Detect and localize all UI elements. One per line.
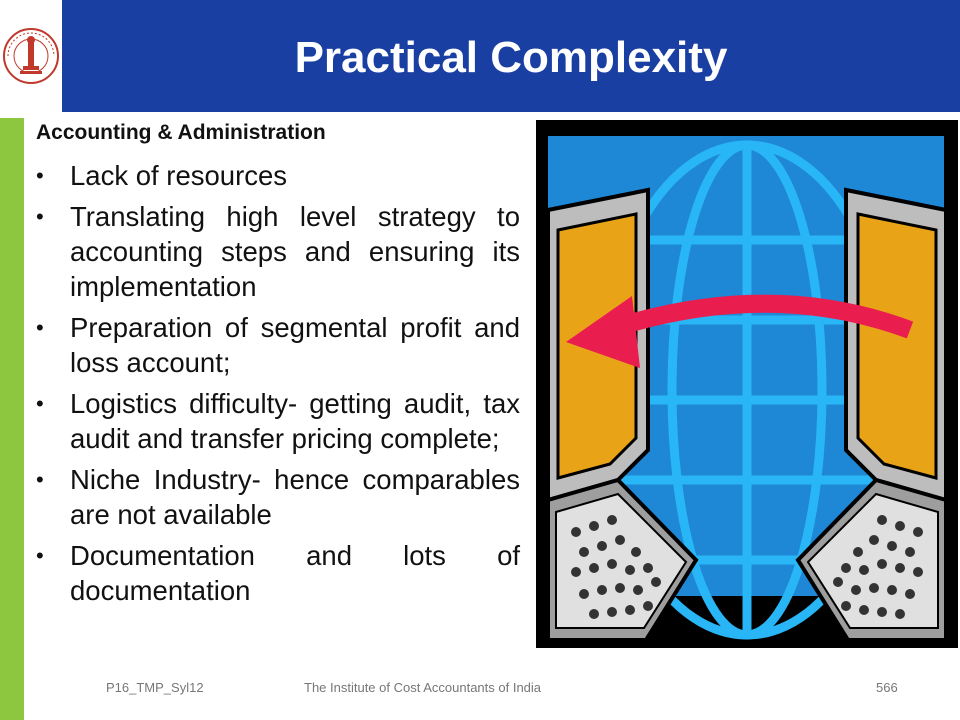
bullet-item: • Translating high level strategy to accounting steps and ensuring its implementation — [36, 199, 520, 304]
slide-title: Practical Complexity — [294, 33, 728, 82]
bullet-item: • Preparation of segmental profit and loss account; — [36, 310, 520, 380]
section-subheading: Accounting & Administration — [36, 121, 326, 144]
globe-computers-data-transfer-icon — [536, 120, 958, 648]
footer-code: P16_TMP_Syl12 — [106, 680, 204, 695]
bullet-item: • Documentation and lots of documentation — [36, 538, 520, 608]
logo-container — [0, 0, 62, 112]
bullet-item: • Niche Industry- hence comparables are not available — [36, 462, 520, 532]
bullet-list — [36, 158, 520, 614]
bullet-item: • Lack of resources — [36, 158, 520, 193]
footer-institute: The Institute of Cost Accountants of India — [304, 680, 542, 695]
clipart-picture — [536, 120, 958, 648]
bullet-item: • Logistics difficulty- getting audit, tax audit and transfer pricing complete; — [36, 386, 520, 456]
page-number: 566 — [876, 680, 898, 695]
institute-seal-icon — [0, 0, 62, 112]
accent-sidebar — [0, 118, 24, 720]
